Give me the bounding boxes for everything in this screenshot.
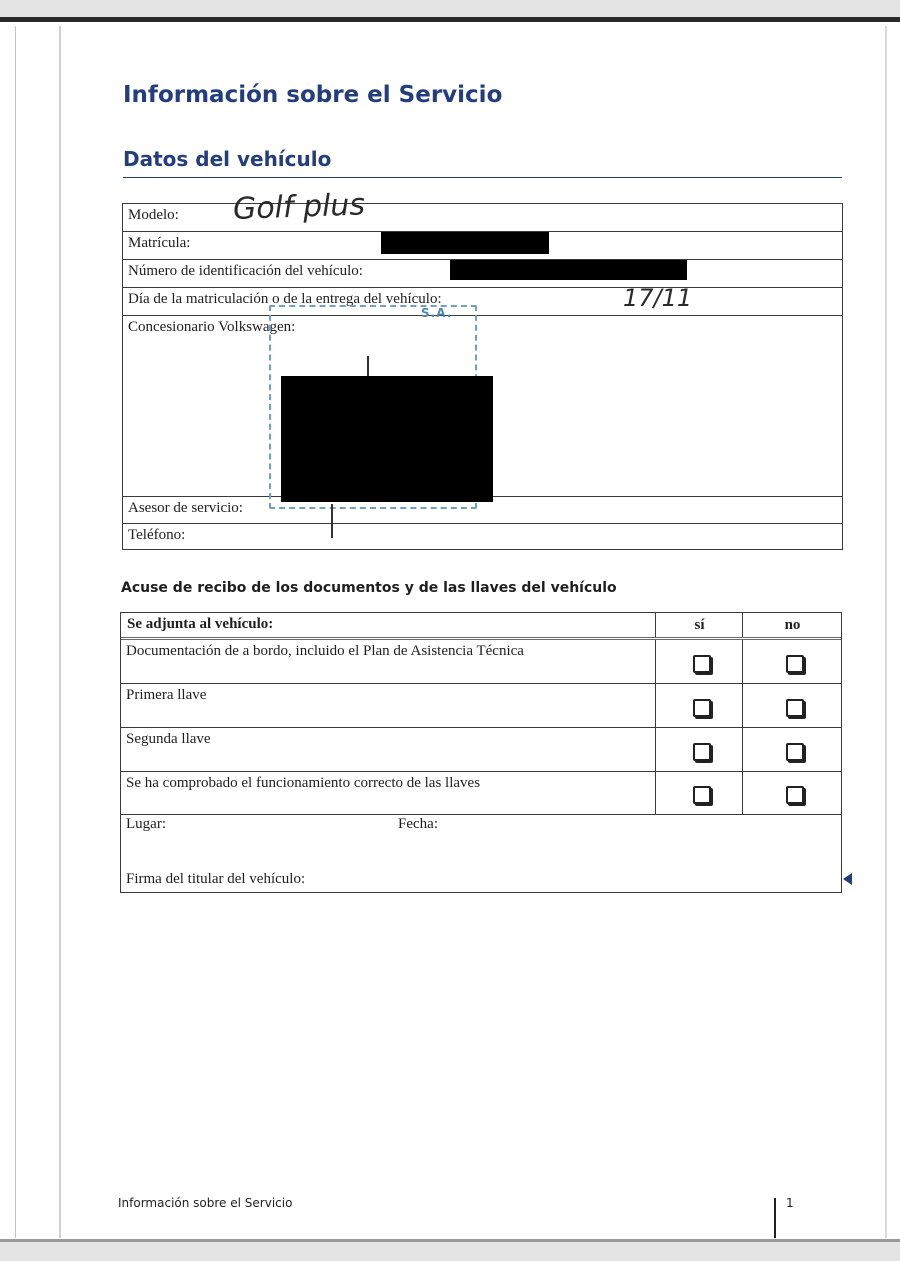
footer-title: Información sobre el Servicio	[118, 1196, 293, 1210]
ack-row-label: Primera llave	[126, 687, 207, 703]
modelo-handwritten-value: Golf plus	[232, 187, 366, 227]
lugar-label: Lugar:	[126, 816, 166, 832]
fecha-label: Fecha:	[398, 816, 438, 832]
concesionario-label: Concesionario Volkswagen:	[128, 319, 296, 335]
column-no: no	[742, 613, 842, 637]
signature-section	[121, 816, 841, 892]
ack-cell-no	[742, 684, 842, 727]
ack-cell-no	[742, 772, 842, 814]
section-title: Datos del vehículo	[123, 147, 332, 171]
checkbox-no[interactable]	[786, 655, 804, 673]
firma-label: Firma del titular del vehículo:	[126, 871, 306, 887]
row-fecha-matriculacion	[123, 284, 842, 316]
row-telefono	[123, 524, 842, 549]
pen-stroke	[331, 504, 333, 538]
ack-row	[121, 684, 841, 728]
page-title: Información sobre el Servicio	[123, 82, 503, 108]
ack-cell-no	[742, 728, 842, 771]
ack-row-label: Se ha comprobado el funcionamiento correcto de las llaves	[126, 775, 481, 791]
checkbox-no[interactable]	[786, 743, 804, 761]
row-matricula	[123, 232, 842, 260]
ack-row-label: Segunda llave	[126, 731, 211, 747]
stamp-text: S.A.	[421, 306, 453, 320]
ack-cell-si	[655, 728, 743, 771]
row-modelo	[123, 187, 842, 232]
arrow-left-icon	[843, 873, 852, 885]
ack-row	[121, 772, 841, 815]
ack-header-row	[121, 613, 841, 640]
checkbox-si[interactable]	[693, 786, 711, 804]
checkbox-si[interactable]	[693, 655, 711, 673]
ack-row	[121, 640, 841, 684]
checkbox-si[interactable]	[693, 743, 711, 761]
fecha-matriculacion-label: Día de la matriculación o de la entrega del vehículo:	[128, 291, 442, 307]
page-binding-line	[59, 26, 61, 1238]
matricula-label: Matrícula:	[128, 235, 191, 251]
ack-cell-si	[655, 772, 743, 814]
acknowledgement-table	[120, 612, 842, 893]
ack-cell-no	[742, 640, 842, 683]
modelo-label: Modelo:	[128, 207, 179, 223]
vin-label: Número de identificación del vehículo:	[128, 263, 363, 279]
ack-row-label: Documentación de a bordo, incluido el Plan de Asistencia Técnica	[126, 643, 524, 659]
ack-cell-si	[655, 640, 743, 683]
ack-header-label: Se adjunta al vehículo:	[127, 616, 274, 632]
checkbox-si[interactable]	[693, 699, 711, 717]
scan-top-edge	[0, 0, 900, 22]
ack-row	[121, 728, 841, 772]
dealer-redaction	[281, 376, 493, 502]
row-vin	[123, 260, 842, 288]
fecha-matriculacion-handwritten: 17/11	[623, 284, 693, 312]
telefono-label: Teléfono:	[128, 527, 186, 543]
column-si: sí	[655, 613, 743, 637]
vin-redaction	[450, 260, 687, 280]
section-rule	[123, 177, 842, 178]
matricula-redaction	[381, 232, 549, 254]
checkbox-no[interactable]	[786, 786, 804, 804]
page-number: 1	[786, 1196, 794, 1210]
document-page	[15, 26, 887, 1238]
checkbox-no[interactable]	[786, 699, 804, 717]
page-edge	[15, 26, 16, 1238]
asesor-label: Asesor de servicio:	[128, 500, 243, 516]
scan-bottom-edge	[0, 1239, 900, 1261]
ack-cell-si	[655, 684, 743, 727]
footer-divider	[774, 1198, 776, 1238]
acknowledgement-title: Acuse de recibo de los documentos y de las llaves del vehículo	[121, 580, 617, 596]
